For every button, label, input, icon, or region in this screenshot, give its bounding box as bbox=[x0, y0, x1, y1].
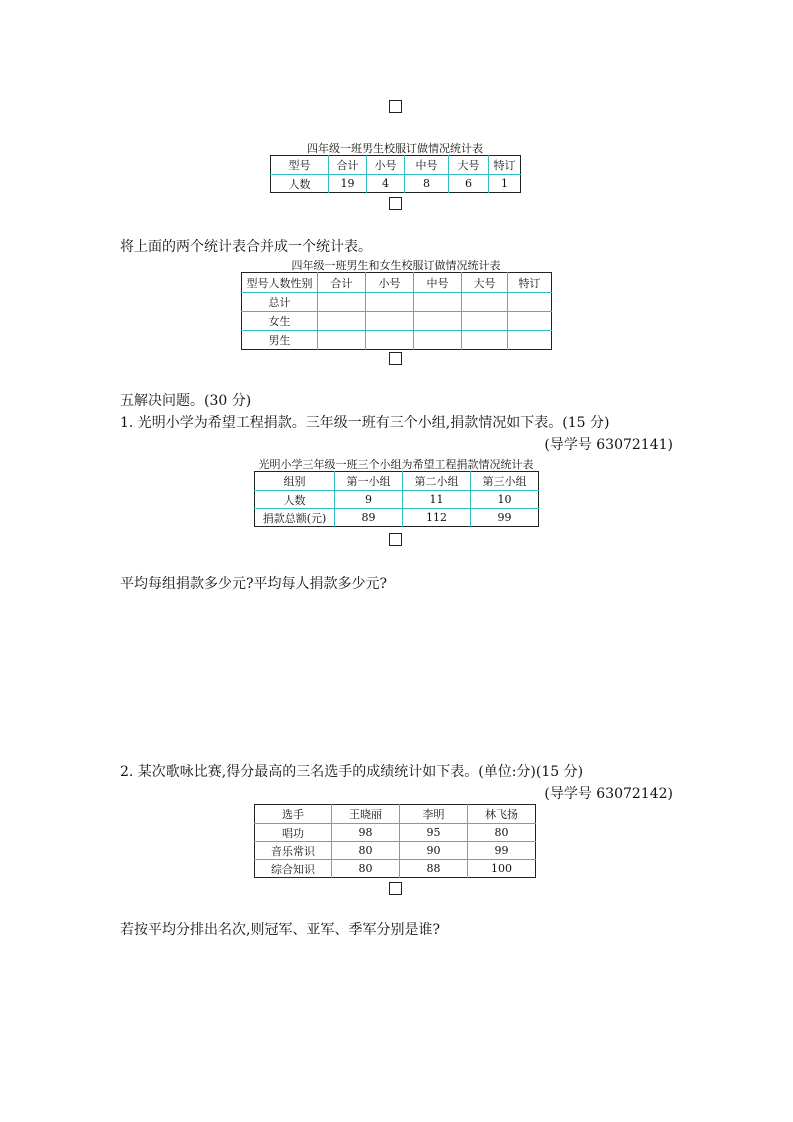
table-header-cell: 特订 bbox=[489, 156, 521, 175]
table-header-cell: 特订 bbox=[508, 273, 552, 293]
table-header-cell: 小号 bbox=[367, 156, 405, 175]
table1-title: 四年级一班男生校服订做情况统计表 bbox=[307, 142, 483, 155]
empty-cell[interactable] bbox=[318, 293, 366, 312]
table-cell: 90 bbox=[400, 842, 468, 860]
table-header-cell: 型号人数性别 bbox=[246, 276, 313, 290]
q1-table-title: 光明小学三年级一班三个小组为希望工程捐款情况统计表 bbox=[258, 458, 534, 471]
empty-cell[interactable] bbox=[508, 331, 552, 350]
q1-table bbox=[254, 471, 539, 527]
merge-instruction: 将上面的两个统计表合并成一个统计表。 bbox=[120, 239, 372, 255]
table-header-cell: 中号 bbox=[414, 273, 462, 293]
answer-box bbox=[389, 533, 402, 546]
table-cell: 88 bbox=[400, 860, 468, 878]
table-cell: 100 bbox=[468, 860, 536, 878]
table-header-cell: 合计 bbox=[329, 156, 367, 175]
empty-cell[interactable] bbox=[366, 331, 414, 350]
table-header-cell: 林飞扬 bbox=[468, 805, 536, 824]
answer-box bbox=[389, 100, 402, 113]
empty-cell[interactable] bbox=[462, 293, 508, 312]
section-title: 五解决问题。(30 分) bbox=[120, 393, 252, 409]
empty-cell[interactable] bbox=[508, 312, 552, 331]
table-header-cell: 第二小组 bbox=[403, 472, 471, 491]
table2-title: 四年级一班男生和女生校服订做情况统计表 bbox=[291, 259, 501, 272]
q2-guide: (导学号 63072142) bbox=[544, 786, 673, 802]
table-cell: 1 bbox=[489, 175, 521, 193]
q2-question: 若按平均分排出名次,则冠军、亚军、季军分别是谁? bbox=[120, 922, 440, 938]
table-header-cell: 型号 bbox=[288, 159, 311, 172]
table-cell: 8 bbox=[405, 175, 449, 193]
table-cell: 80 bbox=[468, 824, 536, 842]
empty-cell[interactable] bbox=[462, 312, 508, 331]
table2 bbox=[241, 272, 552, 350]
q1-question: 平均每组捐款多少元?平均每人捐款多少元? bbox=[120, 576, 388, 592]
table-header-cell: 李明 bbox=[400, 805, 468, 824]
q1-text: 1. 光明小学为希望工程捐款。三年级一班有三个小组,捐款情况如下表。(15 分) bbox=[120, 415, 610, 431]
table-cell: 112 bbox=[403, 509, 471, 527]
table-cell: 80 bbox=[332, 842, 400, 860]
empty-cell[interactable] bbox=[414, 293, 462, 312]
empty-cell[interactable] bbox=[508, 293, 552, 312]
table-header-cell: 小号 bbox=[366, 273, 414, 293]
table-cell: 19 bbox=[329, 175, 367, 193]
table-cell: 9 bbox=[335, 491, 403, 509]
table-cell: 人数 bbox=[255, 491, 335, 509]
row-label: 女生 bbox=[242, 312, 318, 331]
empty-cell[interactable] bbox=[318, 331, 366, 350]
table-cell: 6 bbox=[449, 175, 489, 193]
table-cell: 音乐常识 bbox=[255, 842, 332, 860]
empty-cell[interactable] bbox=[414, 312, 462, 331]
answer-box bbox=[389, 352, 402, 365]
table-header-cell: 王晓丽 bbox=[332, 805, 400, 824]
answer-box bbox=[389, 882, 402, 895]
table-cell: 4 bbox=[367, 175, 405, 193]
table-cell: 80 bbox=[332, 860, 400, 878]
table-cell: 95 bbox=[400, 824, 468, 842]
table-cell: 98 bbox=[332, 824, 400, 842]
empty-cell[interactable] bbox=[462, 331, 508, 350]
empty-cell[interactable] bbox=[414, 331, 462, 350]
table-cell: 89 bbox=[335, 509, 403, 527]
table-cell: 唱功 bbox=[255, 824, 332, 842]
table1 bbox=[270, 155, 521, 193]
empty-cell[interactable] bbox=[318, 312, 366, 331]
table-header-cell: 大号 bbox=[449, 156, 489, 175]
q1-guide: (导学号 63072141) bbox=[544, 437, 673, 453]
empty-cell[interactable] bbox=[366, 293, 414, 312]
table-cell: 捐款总额(元) bbox=[255, 509, 335, 527]
table-cell: 综合知识 bbox=[255, 860, 332, 878]
table-header-cell: 第一小组 bbox=[335, 472, 403, 491]
table-header-cell: 组别 bbox=[283, 475, 306, 488]
table-cell: 99 bbox=[468, 842, 536, 860]
table-cell: 99 bbox=[471, 509, 539, 527]
table-header-cell: 选手 bbox=[282, 808, 304, 821]
row-label: 男生 bbox=[242, 331, 318, 350]
table-header-cell: 中号 bbox=[405, 156, 449, 175]
table-cell: 人数 bbox=[271, 175, 329, 193]
answer-box bbox=[389, 197, 402, 210]
table-header-cell: 合计 bbox=[318, 273, 366, 293]
table-header-cell: 大号 bbox=[462, 273, 508, 293]
q2-text: 2. 某次歌咏比赛,得分最高的三名选手的成绩统计如下表。(单位:分)(15 分) bbox=[120, 764, 584, 780]
table-header-cell: 第三小组 bbox=[471, 472, 539, 491]
empty-cell[interactable] bbox=[366, 312, 414, 331]
table-cell: 10 bbox=[471, 491, 539, 509]
table-cell: 11 bbox=[403, 491, 471, 509]
row-label: 总计 bbox=[242, 293, 318, 312]
q2-table bbox=[254, 804, 536, 878]
